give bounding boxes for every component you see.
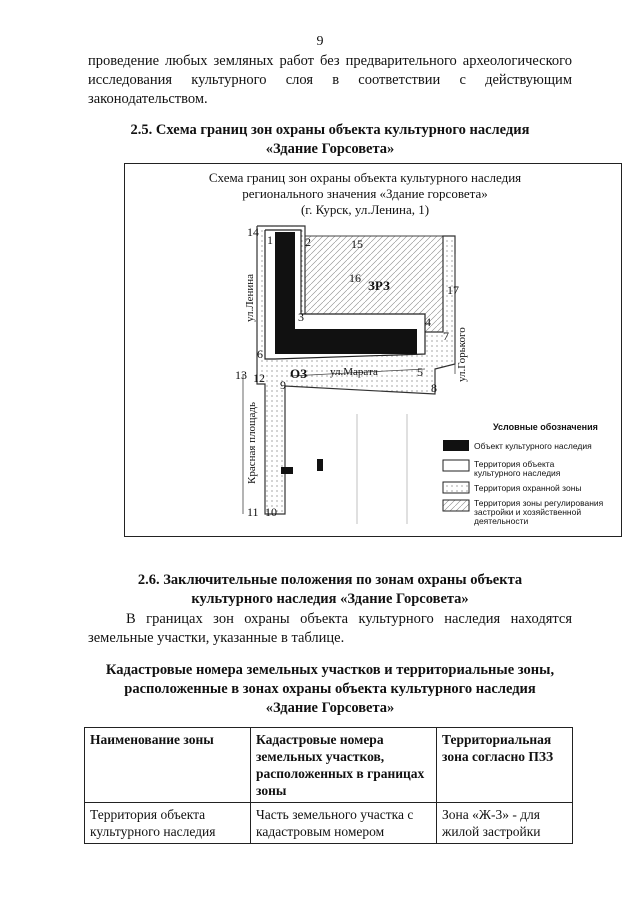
legend-swatch-protection-zone bbox=[443, 482, 469, 493]
point-label: 11 bbox=[247, 505, 259, 519]
table-cell: Территория объекта культурного наследия bbox=[85, 803, 251, 844]
map-title-line3: (г. Курск, ул.Ленина, 1) bbox=[300, 202, 430, 217]
map-drawing bbox=[125, 164, 623, 538]
legend-title: Условные обозначения bbox=[493, 422, 598, 432]
table-header-row bbox=[85, 728, 573, 803]
point-label: 13 bbox=[235, 368, 247, 382]
legend-item-object-territory: Территория объекта культурного наследия bbox=[474, 459, 561, 478]
point-label: 12 bbox=[253, 371, 265, 385]
map-title-line1: Схема границ зон охраны объекта культурного наследия bbox=[208, 170, 522, 185]
point-label: 8 bbox=[431, 381, 437, 395]
table-header-cell: Наименование зоны bbox=[85, 728, 251, 803]
point-label: 9 bbox=[280, 378, 286, 392]
zone-map-figure bbox=[124, 163, 622, 537]
street-label-krasnaya: Красная площадь bbox=[246, 401, 258, 484]
table-heading-line2: расположенные в зонах охраны объекта культурного наследия bbox=[124, 681, 536, 697]
zone-label-zrz: ЗРЗ bbox=[368, 278, 390, 293]
point-label: 2 bbox=[305, 235, 311, 249]
legend-swatch-object-territory bbox=[443, 460, 469, 471]
table-heading-line1: Кадастровые номера земельных участков и территориальные зоны, bbox=[105, 662, 555, 678]
street-label-gorkogo: ул.Горького bbox=[456, 327, 468, 382]
point-label: 17 bbox=[447, 283, 459, 297]
legend-swatch-heritage bbox=[443, 440, 469, 451]
zones-table bbox=[84, 727, 573, 844]
section-2-5-heading bbox=[88, 121, 572, 159]
table-cell: Часть земельного участка с кадастровым номером bbox=[251, 803, 437, 844]
point-label: 4 bbox=[425, 315, 431, 329]
small-building-mark bbox=[317, 459, 323, 471]
section-2-6-heading-line2: культурного наследия «Здание Горсовета» bbox=[191, 591, 469, 607]
legend-item-protection-zone: Территория охранной зоны bbox=[474, 483, 582, 493]
table-row bbox=[85, 803, 573, 844]
page-number: 9 bbox=[316, 34, 324, 49]
map-title-line2: регионального значения «Здание горсовета» bbox=[242, 186, 488, 201]
street-label-lenina: ул.Ленина bbox=[244, 273, 256, 322]
table-header-cell: Территориальная зона согласно ПЗЗ bbox=[437, 728, 573, 803]
section-2-6-paragraph: В границах зон охраны объекта культурного наследия находятся земельные участки, указанные в таблице. bbox=[88, 611, 572, 646]
point-label: 7 bbox=[443, 329, 449, 343]
section-2-6-heading bbox=[88, 571, 572, 609]
point-label: 14 bbox=[247, 225, 259, 239]
legend-item-heritage: Объект культурного наследия bbox=[474, 441, 592, 451]
point-label: 6 bbox=[257, 347, 263, 361]
section-2-6-heading-line1: 2.6. Заключительные положения по зонам охраны объекта bbox=[137, 572, 523, 588]
table-cell: Зона «Ж-3» - для жилой застройки bbox=[437, 803, 573, 844]
point-label: 16 bbox=[349, 271, 361, 285]
section-2-5-heading-line2: «Здание Горсовета» bbox=[265, 141, 395, 157]
point-label: 1 bbox=[267, 233, 273, 247]
section-2-5-heading-line1: 2.5. Схема границ зон охраны объекта культурного наследия bbox=[130, 122, 530, 138]
small-building-mark bbox=[281, 467, 293, 474]
table-heading-line3: «Здание Горсовета» bbox=[265, 700, 395, 716]
zone-label-oz: ОЗ bbox=[290, 366, 307, 381]
table-heading bbox=[88, 661, 572, 718]
table-header-cell: Кадастровые номера земельных участков, расположенных в границах зоны bbox=[251, 728, 437, 803]
street-label-marata: ул.Марата bbox=[330, 366, 378, 378]
point-label: 3 bbox=[298, 310, 304, 324]
point-label: 10 bbox=[265, 505, 277, 519]
intro-paragraph: проведение любых земляных работ без предварительного археологического исследования культурного слоя в соответствии с действующим законодательством. bbox=[88, 53, 572, 107]
point-label: 5 bbox=[417, 365, 423, 379]
legend-item-regulation-zone: Территория зоны регулирования застройки и хозяйственной деятельности bbox=[474, 498, 604, 526]
legend-swatch-regulation-zone bbox=[443, 500, 469, 511]
point-label: 15 bbox=[351, 237, 363, 251]
